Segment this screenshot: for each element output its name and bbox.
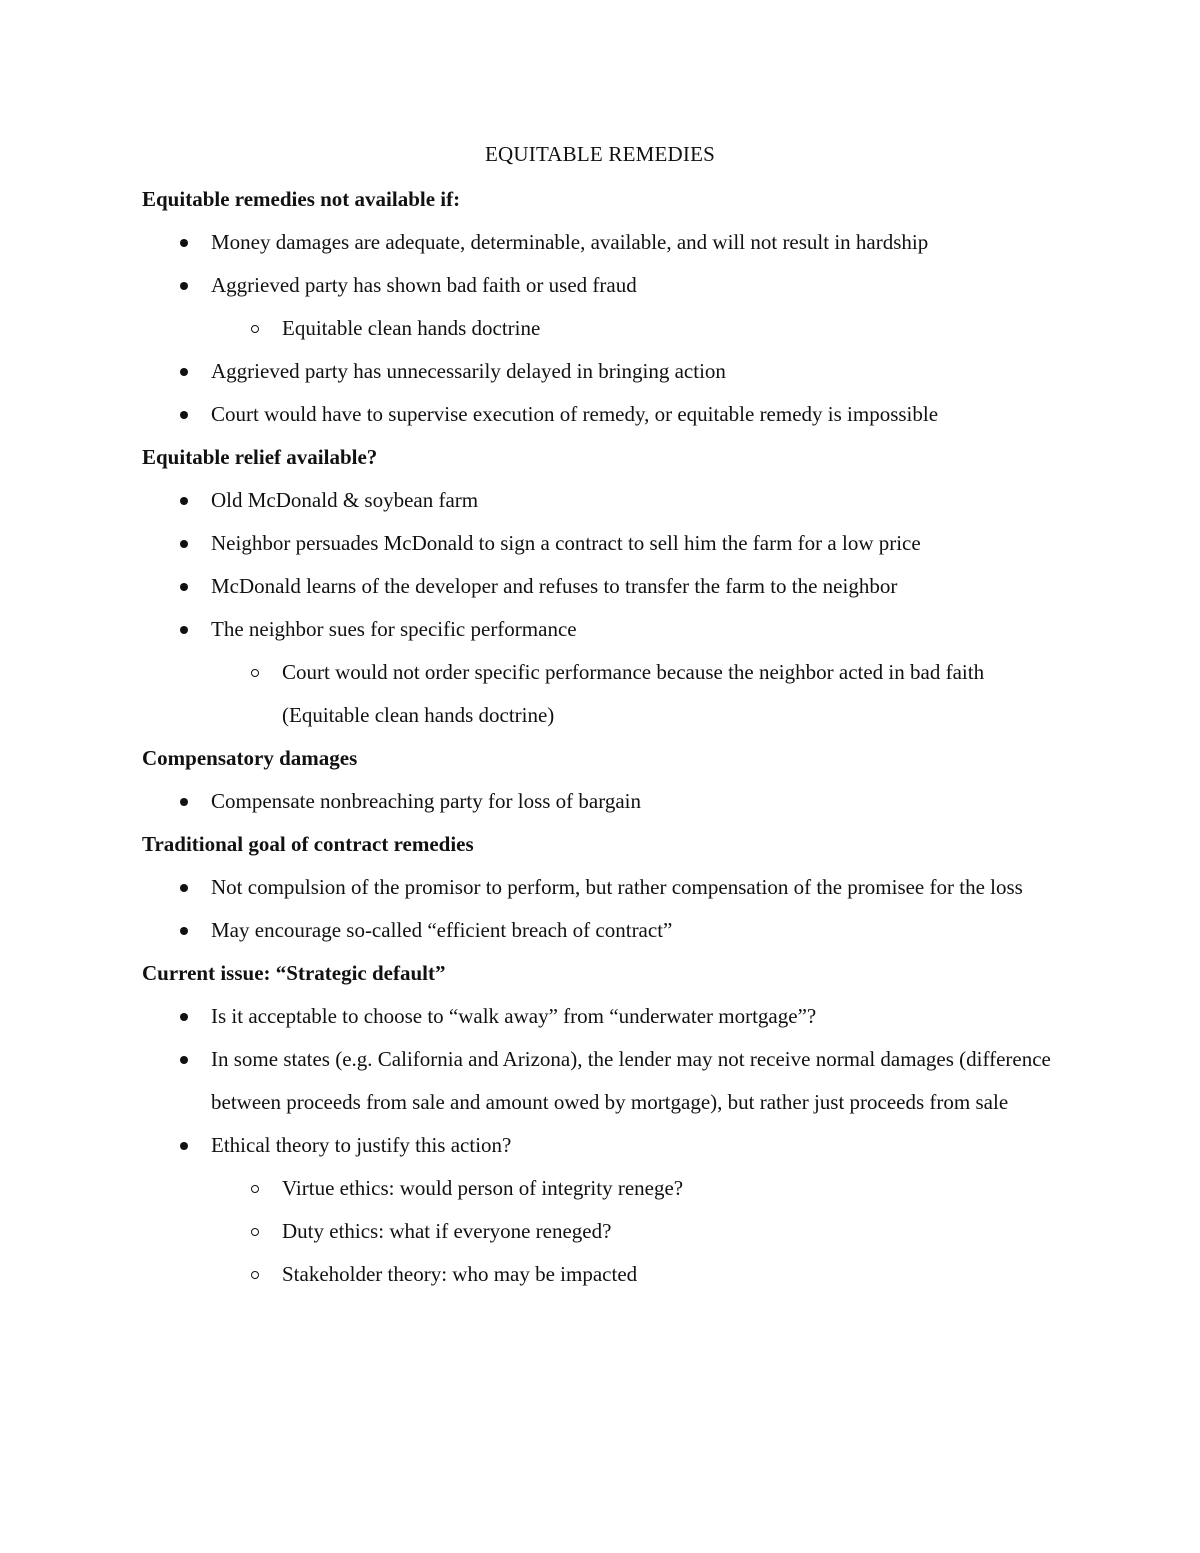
bullet-icon (180, 884, 188, 892)
list-item-text: Money damages are adequate, determinable, available, and will not result in hardship (211, 230, 929, 254)
list-item (142, 565, 1062, 608)
hollow-bullet-icon (251, 669, 259, 677)
list-item (142, 909, 1062, 952)
bullet-icon (180, 626, 188, 634)
sub-list-item (142, 307, 1062, 350)
list-item-text: Stakeholder theory: who may be impacted (282, 1262, 638, 1286)
list-item (142, 1124, 1062, 1167)
list-item-text: The neighbor sues for specific performance (211, 617, 577, 641)
section-heading-strategic-default: Current issue: “Strategic default” (142, 961, 446, 985)
list-item-text: Virtue ethics: would person of integrity renege? (282, 1176, 684, 1200)
list-item (142, 221, 1062, 264)
list-item-text: Court would have to supervise execution of remedy, or equitable remedy is impossible (211, 402, 939, 426)
list-compensatory (142, 780, 1062, 823)
hollow-bullet-icon (251, 1228, 259, 1236)
bullet-icon (180, 282, 188, 290)
bullet-icon (180, 1013, 188, 1021)
sub-list-item (142, 1167, 1062, 1210)
list-strategic-default (142, 995, 1062, 1296)
list-item (142, 393, 1062, 436)
bullet-icon (180, 368, 188, 376)
hollow-bullet-icon (251, 1185, 259, 1193)
list-item-text: Neighbor persuades McDonald to sign a contract to sell him the farm for a low price (211, 531, 921, 555)
document-body (142, 178, 1062, 1296)
section-heading-relief-available: Equitable relief available? (142, 445, 378, 469)
list-traditional-goal (142, 866, 1062, 952)
list-item-text: Not compulsion of the promisor to perform, but rather compensation of the promisee for the loss (211, 875, 1023, 899)
list-item (142, 350, 1062, 393)
list-item (142, 608, 1062, 651)
list-item (142, 780, 1062, 823)
bullet-icon (180, 239, 188, 247)
bullet-icon (180, 411, 188, 419)
list-item-text: Ethical theory to justify this action? (211, 1133, 512, 1157)
bullet-icon (180, 927, 188, 935)
sub-list-item (142, 651, 1062, 737)
list-item (142, 479, 1062, 522)
list-item-text: Compensate nonbreaching party for loss of bargain (211, 789, 641, 813)
bullet-icon (180, 1142, 188, 1150)
hollow-bullet-icon (251, 1271, 259, 1279)
list-relief-available (142, 479, 1062, 737)
list-item (142, 995, 1062, 1038)
list-item-text: In some states (e.g. California and Arizona), the lender may not receive normal damages (difference between proceeds from sale and amount owed by mortgage), but rather just proceeds from sale (211, 1047, 1051, 1114)
list-item-text: Equitable clean hands doctrine (282, 316, 541, 340)
list-item-text: Is it acceptable to choose to “walk away” from “underwater mortgage”? (211, 1004, 817, 1028)
list-item (142, 1038, 1062, 1124)
list-item-text: Aggrieved party has shown bad faith or used fraud (211, 273, 637, 297)
list-item-text: Old McDonald & soybean farm (211, 488, 479, 512)
list-not-available (142, 221, 1062, 436)
list-item-text: May encourage so-called “efficient breach of contract” (211, 918, 673, 942)
bullet-icon (180, 1056, 188, 1064)
list-item-text: Duty ethics: what if everyone reneged? (282, 1219, 612, 1243)
sub-list-item (142, 1253, 1062, 1296)
list-item (142, 522, 1062, 565)
section-heading-not-available: Equitable remedies not available if: (142, 187, 461, 211)
list-item (142, 264, 1062, 307)
sub-list-item (142, 1210, 1062, 1253)
bullet-icon (180, 583, 188, 591)
list-item-text: Aggrieved party has unnecessarily delayed in bringing action (211, 359, 726, 383)
bullet-icon (180, 798, 188, 806)
document-title: EQUITABLE REMEDIES (485, 142, 715, 166)
list-item-text: Court would not order specific performance because the neighbor acted in bad faith (Equitable clean hands doctrine) (282, 660, 985, 727)
bullet-icon (180, 497, 188, 505)
section-heading-compensatory: Compensatory damages (142, 746, 358, 770)
bullet-icon (180, 540, 188, 548)
hollow-bullet-icon (251, 325, 259, 333)
list-item-text: McDonald learns of the developer and refuses to transfer the farm to the neighbor (211, 574, 898, 598)
list-item (142, 866, 1062, 909)
section-heading-traditional-goal: Traditional goal of contract remedies (142, 832, 474, 856)
